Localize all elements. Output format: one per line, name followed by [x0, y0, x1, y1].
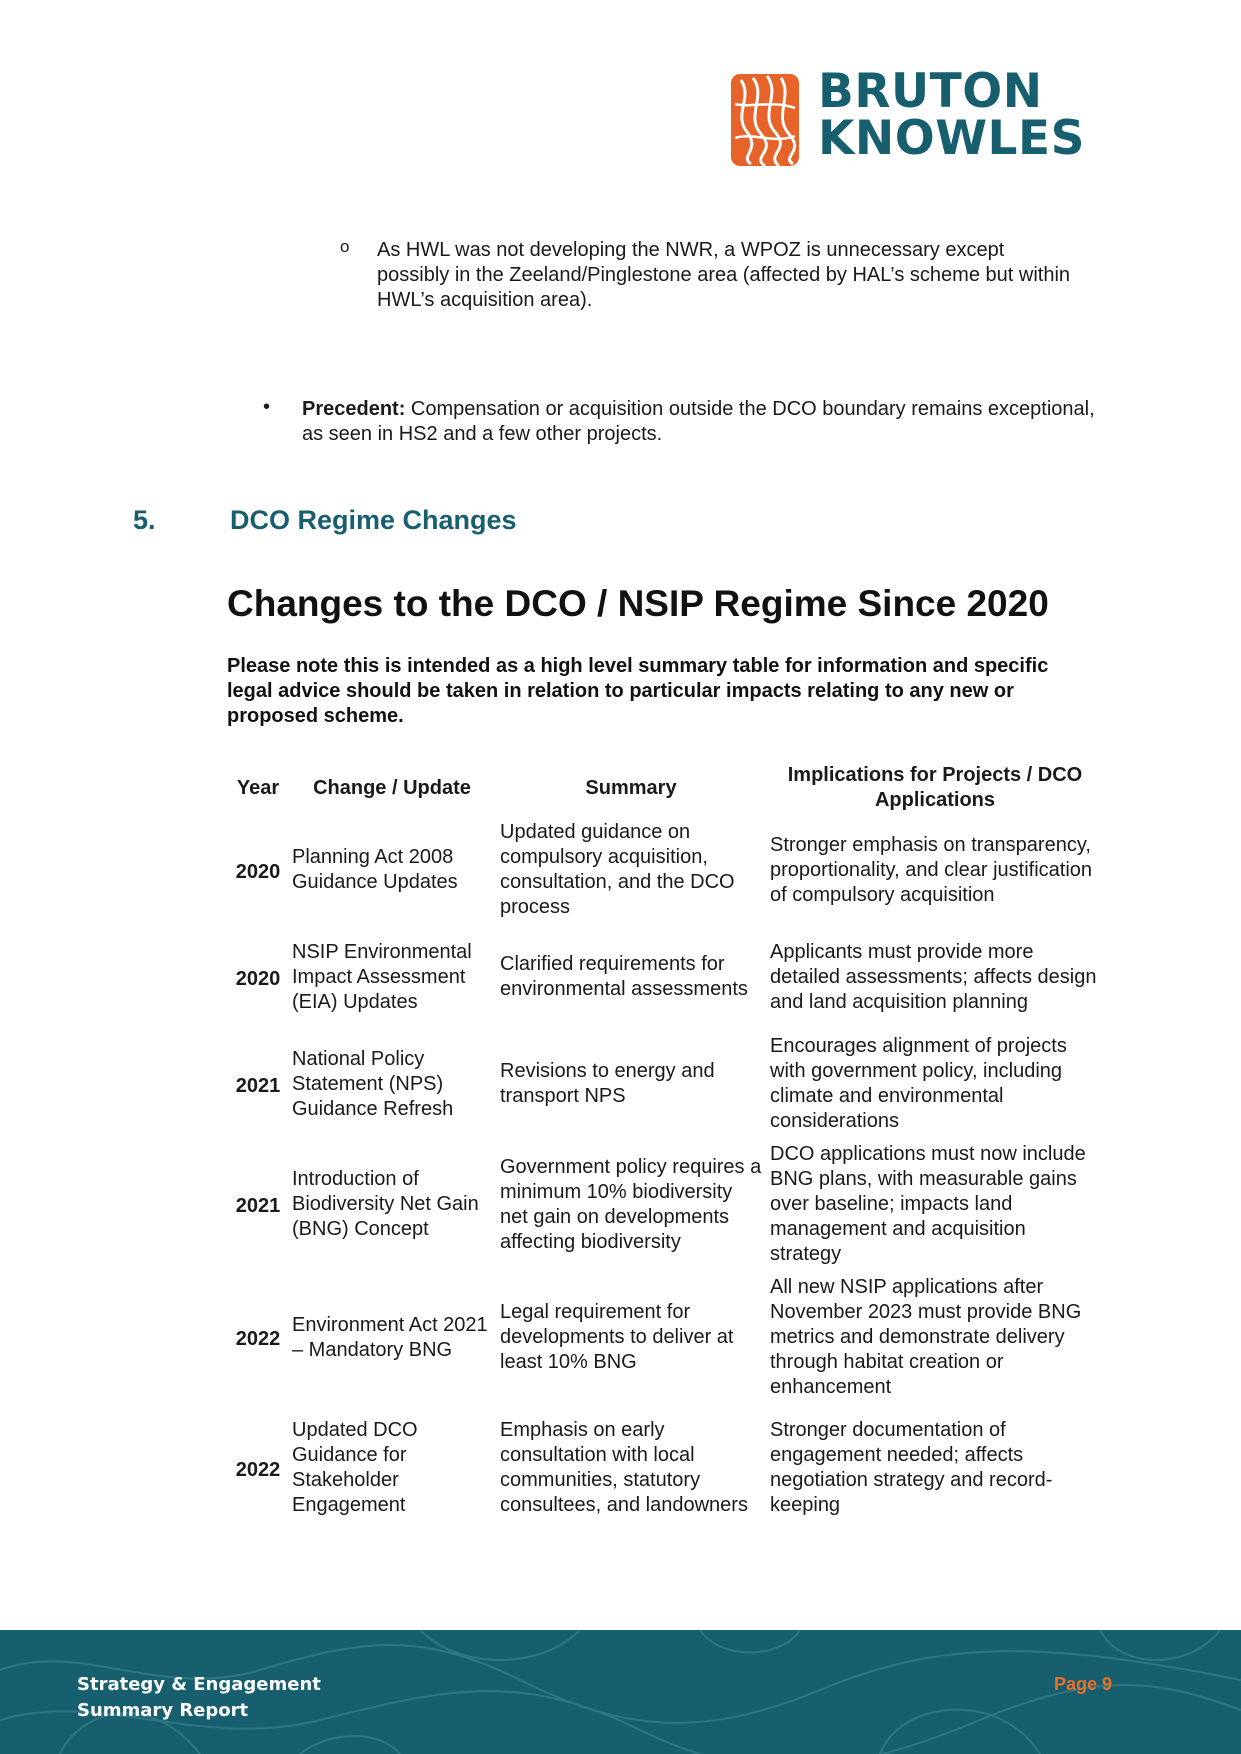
footer-title-line-2: Summary Report — [77, 1700, 249, 1721]
sub-bullet-marker: o — [340, 237, 350, 256]
row-implications: Stronger emphasis on transparency, proportionality, and clear justification of compulsory acquisition — [770, 833, 1093, 906]
row-implications: Stronger documentation of engagement needed; affects negotiation strategy and record-keeping — [770, 1419, 1053, 1516]
row-implications: All new NSIP applications after November 2023 must provide BNG metrics and demonstrate delivery through habitat creation or enhancement — [770, 1276, 1082, 1398]
bullet-body: Compensation or acquisition outside the DCO boundary remains exceptional, as seen in HS2 and a few other projects. — [302, 398, 1095, 445]
row-change: NSIP Environmental Impact Assessment (EIA) Updates — [292, 940, 472, 1013]
table-row — [228, 1032, 1104, 1140]
row-year: 2022 — [235, 1328, 281, 1350]
footer-title-line-1: Strategy & Engagement — [77, 1674, 321, 1695]
table-row — [228, 1273, 1104, 1406]
bullet-text — [302, 397, 1102, 447]
bullet-marker: • — [263, 396, 271, 418]
row-implications: Encourages alignment of projects with government policy, including climate and environmental considerations — [770, 1035, 1067, 1132]
header-implications: Implications for Projects / DCO Applications — [787, 764, 1083, 811]
row-change: Introduction of Biodiversity Net Gain (BNG) Concept — [292, 1168, 479, 1240]
table-row — [228, 818, 1104, 926]
table-heading: Changes to the DCO / NSIP Regime Since 2020 — [227, 583, 1049, 624]
footer-report-title — [77, 1672, 321, 1724]
header-year: Year — [236, 776, 280, 799]
row-summary: Emphasis on early consultation with local communities, statutory consultees, and landowners — [500, 1419, 748, 1516]
table-row — [228, 1140, 1104, 1273]
table-row — [228, 926, 1104, 1032]
row-summary: Legal requirement for developments to deliver at least 10% BNG — [500, 1301, 734, 1373]
page-footer — [0, 1630, 1241, 1754]
row-change: National Policy Statement (NPS) Guidance Refresh — [292, 1047, 454, 1120]
dco-changes-table — [228, 758, 1104, 1534]
header-summary: Summary — [585, 776, 677, 799]
row-year: 2020 — [235, 860, 281, 883]
brand-line-1: BRUTON — [818, 64, 1043, 119]
section-title: DCO Regime Changes — [230, 505, 517, 535]
brand-line-2: KNOWLES — [818, 111, 1085, 166]
brand-logo — [731, 64, 1123, 168]
row-change: Planning Act 2008 Guidance Updates — [292, 846, 458, 893]
row-summary: Revisions to energy and transport NPS — [500, 1060, 715, 1107]
row-change: Environment Act 2021 – Mandatory BNG — [292, 1313, 488, 1361]
table-row — [228, 1406, 1104, 1534]
row-summary: Updated guidance on compulsory acquisition, consultation, and the DCO process — [500, 821, 735, 918]
row-change: Updated DCO Guidance for Stakeholder Engagement — [292, 1419, 418, 1516]
brand-wordmark — [818, 64, 1085, 166]
sub-bullet-text: As HWL was not developing the NWR, a WPOZ is unnecessary except possibly in the Zeeland/Pinglestone area (affected by HAL’s scheme but within HWL’s acquisition area). — [377, 239, 1071, 311]
disclaimer-note: Please note this is intended as a high level summary table for information and specific legal advice should be taken in relation to particular impacts relating to any new or proposed scheme. — [227, 655, 1049, 727]
table-header-row — [228, 758, 1104, 818]
row-implications: Applicants must provide more detailed assessments; affects design and land acquisition planning — [770, 940, 1097, 1013]
row-year: 2020 — [235, 967, 281, 990]
page-number: Page 9 — [1054, 1674, 1113, 1694]
row-summary: Government policy requires a minimum 10% biodiversity net gain on developments affecting biodiversity — [500, 1155, 762, 1253]
row-year: 2022 — [235, 1458, 281, 1481]
row-year: 2021 — [235, 1074, 281, 1097]
bullet-label: Precedent: — [302, 398, 406, 420]
row-year: 2021 — [235, 1195, 281, 1217]
header-change: Change / Update — [313, 776, 471, 799]
row-implications: DCO applications must now include BNG plans, with measurable gains over baseline; impacts land management and acquisition strategy — [770, 1143, 1086, 1265]
row-summary: Clarified requirements for environmental assessments — [500, 953, 748, 1000]
logo-mark-icon — [731, 74, 799, 166]
section-number: 5. — [133, 505, 156, 535]
